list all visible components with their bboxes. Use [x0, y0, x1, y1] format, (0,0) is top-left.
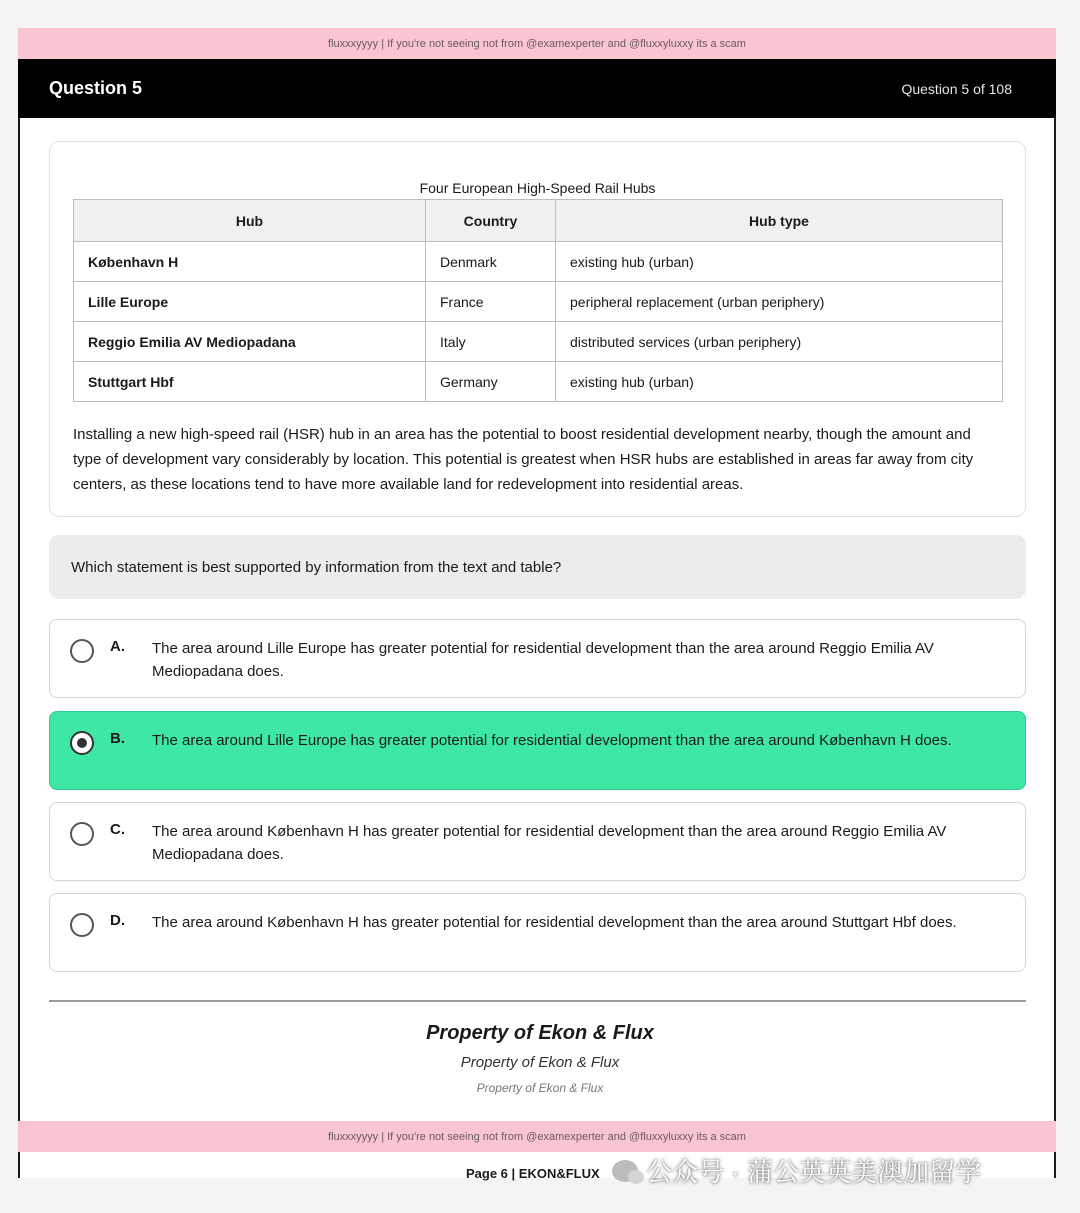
wechat-watermark [612, 1152, 981, 1189]
question-stem [49, 535, 1026, 599]
hub-table [73, 199, 1003, 402]
table-header-cell: Country [426, 200, 556, 242]
scam-warning-banner-bottom [18, 1121, 1056, 1152]
table-row [74, 322, 1003, 362]
hub-type-cell: peripheral replacement (urban periphery) [556, 282, 1003, 322]
radio-button-selected-icon[interactable] [70, 731, 94, 755]
question-counter: Question 5 of 108 [901, 80, 1012, 97]
table-header-cell: Hub type [556, 200, 1003, 242]
hub-cell: Lille Europe [74, 282, 426, 322]
footer-divider [49, 1000, 1026, 1002]
property-notice-small: Property of Ekon & Flux [476, 1081, 604, 1095]
country-cell: France [426, 282, 556, 322]
property-notice-large: Property of Ekon & Flux [426, 1022, 654, 1044]
table-row [74, 242, 1003, 282]
table-header-cell: Hub [74, 200, 426, 242]
country-cell: Denmark [426, 242, 556, 282]
wechat-label: 公众号 · 蒲公英英美澳加留学 [646, 1157, 982, 1187]
choice-letter: D. [110, 912, 125, 929]
table-row [74, 282, 1003, 322]
choice-text: The area around København H has greater potential for residential development than the area around Stuttgart Hbf does. [152, 914, 957, 931]
choice-text: The area around Lille Europe has greater potential for residential development than the area around Reggio Emilia AV Mediopadana does. [152, 640, 934, 680]
banner-text: fluxxxyyyy | If you're not seeing not from @examexperter and @fluxxyluxxy its a scam [328, 1130, 746, 1143]
question-title: Question 5 [49, 78, 143, 98]
radio-button-icon[interactable] [70, 913, 94, 937]
question-header [18, 59, 1056, 118]
hub-cell: Stuttgart Hbf [74, 362, 426, 402]
hub-type-cell: existing hub (urban) [556, 362, 1003, 402]
wechat-icon [612, 1160, 638, 1182]
scam-warning-banner-top [18, 28, 1056, 59]
hub-cell: Reggio Emilia AV Mediopadana [74, 322, 426, 362]
hub-cell: København H [74, 242, 426, 282]
country-cell: Germany [426, 362, 556, 402]
answer-choice-b[interactable] [49, 711, 1026, 790]
table-header-row [74, 200, 1003, 242]
choice-letter: A. [110, 638, 125, 655]
choice-letter: B. [110, 730, 125, 747]
page-number: Page 6 | EKON&FLUX [466, 1166, 600, 1181]
table-row [74, 362, 1003, 402]
radio-button-icon[interactable] [70, 639, 94, 663]
passage-card [49, 141, 1026, 517]
hub-type-cell: distributed services (urban periphery) [556, 322, 1003, 362]
choice-text: The area around København H has greater potential for residential development than the area around Reggio Emilia AV Mediopadana does. [152, 823, 947, 863]
choice-letter: C. [110, 821, 125, 838]
property-notice-medium: Property of Ekon & Flux [460, 1054, 620, 1071]
banner-text: fluxxxyyyy | If you're not seeing not from @examexperter and @fluxxyluxxy its a scam [328, 37, 746, 50]
answer-choice-d[interactable] [49, 893, 1026, 972]
choice-text: The area around Lille Europe has greater potential for residential development than the area around København H does. [152, 732, 952, 749]
country-cell: Italy [426, 322, 556, 362]
answer-choice-a[interactable] [49, 619, 1026, 698]
question-text: Which statement is best supported by information from the text and table? [71, 558, 562, 576]
answer-choice-c[interactable] [49, 802, 1026, 881]
table-caption: Four European High-Speed Rail Hubs [419, 180, 656, 196]
hub-type-cell: existing hub (urban) [556, 242, 1003, 282]
passage-text: Installing a new high-speed rail (HSR) hub in an area has the potential to boost residential development nearby, though the amount and type of development vary considerably by location. This potential is greatest when HSR hubs are established in areas far away from city centers, as these locations tend to have more available land for redevelopment into residential areas. [73, 426, 974, 493]
radio-button-icon[interactable] [70, 822, 94, 846]
